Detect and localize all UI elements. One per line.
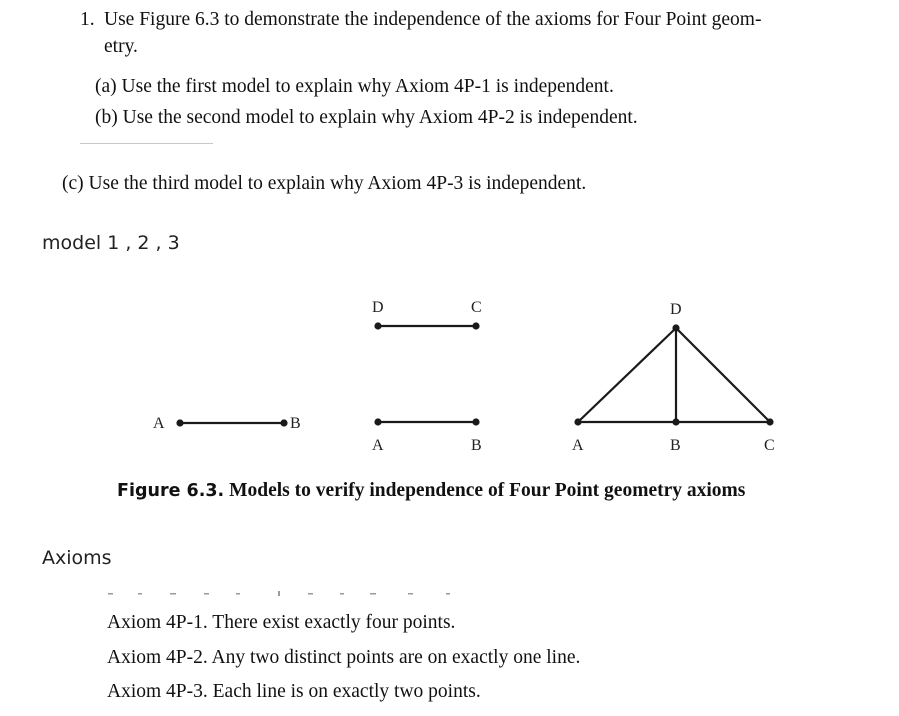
model3-point-b (672, 418, 679, 425)
model3-label-d: D (670, 301, 682, 318)
question-text-line2: etry. (104, 36, 138, 57)
subquestion-c: (c) Use the third model to explain why Axiom 4P-3 is independent. (62, 173, 587, 194)
figure-caption-text: Models to verify independence of Four Point geometry axioms (229, 480, 746, 501)
model3-point-a (574, 418, 581, 425)
model2-label-d: D (372, 299, 384, 316)
question-number: 1. (80, 9, 95, 30)
question-text-line1: Use Figure 6.3 to demonstrate the independence of the axioms for Four Point geom- (104, 9, 762, 30)
figure-caption-label: Figure 6.3. (117, 481, 225, 501)
axiom-4p-2: Axiom 4P-2. Any two distinct points are on exactly one line. (107, 647, 581, 668)
model2-label-c: C (471, 299, 482, 316)
model3-point-d (672, 324, 679, 331)
model2-label-a: A (372, 437, 384, 454)
model3-label-b: B (670, 437, 681, 454)
subquestion-b: (b) Use the second model to explain why Axiom 4P-2 is independent. (95, 107, 638, 128)
model2-point-b (472, 418, 479, 425)
model1-point-a (176, 419, 183, 426)
model3-line-dc (676, 328, 770, 422)
model3-label-c: C (764, 437, 775, 454)
figure-6-3 (0, 280, 899, 470)
divider-rule (80, 143, 213, 144)
subquestion-a: (a) Use the first model to explain why Axiom 4P-1 is independent. (95, 76, 614, 97)
model2-point-d (374, 322, 381, 329)
model3-point-c (766, 418, 773, 425)
model2-label-b: B (471, 437, 482, 454)
model1-point-b (280, 419, 287, 426)
figure-points (176, 322, 773, 426)
model3-label-a: A (572, 437, 584, 454)
axiom-4p-1: Axiom 4P-1. There exist exactly four points. (107, 612, 456, 633)
model1-label-b: B (290, 415, 301, 432)
model2-point-a (374, 418, 381, 425)
axiom-4p-3: Axiom 4P-3. Each line is on exactly two points. (107, 681, 481, 702)
cropped-text-remnant (108, 590, 488, 596)
model2-point-c (472, 322, 479, 329)
figure-lines (180, 326, 770, 423)
model3-line-da (578, 328, 676, 422)
model1-label-a: A (153, 415, 165, 432)
figure-caption (117, 480, 745, 502)
axioms-label: Axioms (42, 547, 112, 569)
model-label: model 1 , 2 , 3 (42, 232, 180, 254)
